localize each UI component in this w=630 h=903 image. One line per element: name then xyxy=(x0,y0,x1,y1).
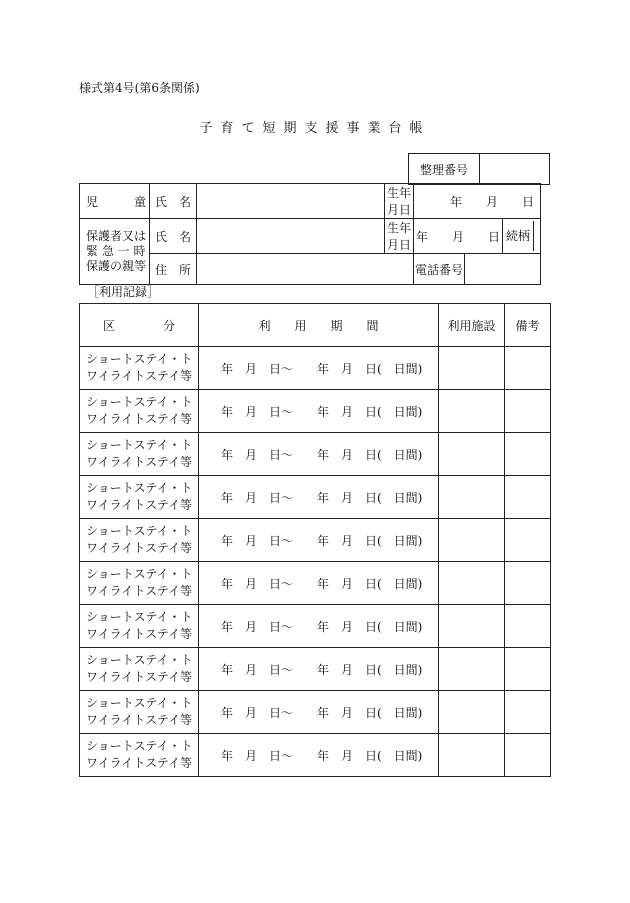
usage-period-cell[interactable]: 年 月 日〜 年 月 日( 日間) xyxy=(199,433,439,476)
registration-number-label: 整理番号 xyxy=(409,154,480,185)
usage-row xyxy=(80,476,551,519)
guardian-phone-field[interactable] xyxy=(465,254,541,285)
child-category-label: 児 童 xyxy=(80,184,150,219)
usage-period-cell[interactable]: 年 月 日〜 年 月 日( 日間) xyxy=(199,605,439,648)
usage-facility-cell[interactable] xyxy=(439,734,505,777)
usage-category-cell xyxy=(80,347,199,390)
guardian-category-line: 保護の親等 xyxy=(86,259,147,273)
guardian-birthdate-field[interactable]: 年 月 日 xyxy=(414,219,503,254)
usage-row xyxy=(80,562,551,605)
guardian-address-row xyxy=(80,254,541,285)
usage-category-cell xyxy=(80,605,199,648)
child-name-label: 氏 名 xyxy=(150,184,197,219)
usage-remarks-cell[interactable] xyxy=(505,347,551,390)
usage-category-line1: ショートステイ・ト xyxy=(86,438,193,452)
usage-category-line1: ショートステイ・ト xyxy=(86,524,193,538)
child-birthdate-field[interactable]: 年 月 日 xyxy=(414,184,541,219)
usage-category-cell xyxy=(80,648,199,691)
usage-header-remarks: 備考 xyxy=(505,304,551,347)
usage-period-cell[interactable]: 年 月 日〜 年 月 日( 日間) xyxy=(199,476,439,519)
usage-category-line1: ショートステイ・ト xyxy=(86,567,193,581)
usage-facility-cell[interactable] xyxy=(439,648,505,691)
guardian-address-label: 住 所 xyxy=(150,254,197,285)
usage-period-cell[interactable]: 年 月 日〜 年 月 日( 日間) xyxy=(199,519,439,562)
child-row xyxy=(80,184,541,219)
page-title: 子育て短期支援事業台帳 xyxy=(199,121,431,136)
usage-category-cell xyxy=(80,562,199,605)
guardian-relation-label: 続柄 xyxy=(503,221,534,251)
usage-category-line1: ショートステイ・ト xyxy=(86,739,193,753)
usage-remarks-cell[interactable] xyxy=(505,734,551,777)
usage-row xyxy=(80,734,551,777)
usage-row xyxy=(80,347,551,390)
usage-remarks-cell[interactable] xyxy=(505,648,551,691)
usage-facility-cell[interactable] xyxy=(439,562,505,605)
guardian-name-row xyxy=(80,219,541,254)
usage-period-cell[interactable]: 年 月 日〜 年 月 日( 日間) xyxy=(199,390,439,433)
usage-row xyxy=(80,691,551,734)
usage-row xyxy=(80,433,551,476)
child-birthdate-label: 生年月日 xyxy=(385,184,414,219)
usage-category-line2: ワイライトステイ等 xyxy=(86,713,193,727)
usage-header-row xyxy=(80,304,551,347)
form-number: 様式第4号(第6条関係) xyxy=(79,81,200,95)
usage-category-line2: ワイライトステイ等 xyxy=(86,584,193,598)
registration-number-table xyxy=(408,153,550,185)
usage-category-line2: ワイライトステイ等 xyxy=(86,670,193,684)
usage-category-line1: ショートステイ・ト xyxy=(86,653,193,667)
usage-header-period: 利 用 期 間 xyxy=(199,304,439,347)
usage-category-cell xyxy=(80,390,199,433)
usage-category-cell xyxy=(80,519,199,562)
usage-remarks-cell[interactable] xyxy=(505,605,551,648)
guardian-relation-field[interactable] xyxy=(534,221,540,251)
usage-facility-cell[interactable] xyxy=(439,691,505,734)
usage-category-cell xyxy=(80,691,199,734)
usage-remarks-cell[interactable] xyxy=(505,390,551,433)
usage-facility-cell[interactable] xyxy=(439,476,505,519)
usage-period-cell[interactable]: 年 月 日〜 年 月 日( 日間) xyxy=(199,347,439,390)
guardian-birthdate-label: 生年月日 xyxy=(385,219,414,254)
usage-facility-cell[interactable] xyxy=(439,390,505,433)
usage-row xyxy=(80,648,551,691)
usage-header-category: 区 分 xyxy=(80,304,199,347)
usage-period-cell[interactable]: 年 月 日〜 年 月 日( 日間) xyxy=(199,734,439,777)
guardian-name-field[interactable] xyxy=(197,219,385,254)
usage-record-table xyxy=(79,303,551,777)
usage-facility-cell[interactable] xyxy=(439,519,505,562)
usage-category-line2: ワイライトステイ等 xyxy=(86,756,193,770)
usage-row xyxy=(80,519,551,562)
child-name-field[interactable] xyxy=(197,184,385,219)
usage-category-line2: ワイライトステイ等 xyxy=(86,541,193,555)
usage-category-cell xyxy=(80,476,199,519)
usage-category-line2: ワイライトステイ等 xyxy=(86,498,193,512)
usage-remarks-cell[interactable] xyxy=(505,691,551,734)
usage-category-line2: ワイライトステイ等 xyxy=(86,369,193,383)
usage-category-line1: ショートステイ・ト xyxy=(86,352,193,366)
usage-section-label: ［利用記録］ xyxy=(87,285,160,299)
usage-category-line2: ワイライトステイ等 xyxy=(86,627,193,641)
usage-header-facility: 利用施設 xyxy=(439,304,505,347)
usage-period-cell[interactable]: 年 月 日〜 年 月 日( 日間) xyxy=(199,691,439,734)
usage-remarks-cell[interactable] xyxy=(505,519,551,562)
guardian-category-line: 保護者又は xyxy=(86,229,147,243)
usage-facility-cell[interactable] xyxy=(439,347,505,390)
usage-facility-cell[interactable] xyxy=(439,605,505,648)
usage-category-line1: ショートステイ・ト xyxy=(86,481,193,495)
guardian-address-field[interactable] xyxy=(197,254,414,285)
usage-period-cell[interactable]: 年 月 日〜 年 月 日( 日間) xyxy=(199,562,439,605)
usage-remarks-cell[interactable] xyxy=(505,562,551,605)
guardian-relation-cell xyxy=(503,219,541,254)
guardian-category-line: 緊 急 一 時 xyxy=(86,244,146,258)
usage-remarks-cell[interactable] xyxy=(505,433,551,476)
guardian-phone-label: 電話番号 xyxy=(414,254,465,285)
usage-category-line1: ショートステイ・ト xyxy=(86,696,193,710)
usage-category-cell xyxy=(80,433,199,476)
guardian-category-label xyxy=(80,219,150,285)
usage-category-line1: ショートステイ・ト xyxy=(86,395,193,409)
registration-number-field[interactable] xyxy=(480,154,550,185)
usage-row xyxy=(80,605,551,648)
usage-category-cell xyxy=(80,734,199,777)
guardian-name-label: 氏 名 xyxy=(150,219,197,254)
usage-category-line2: ワイライトステイ等 xyxy=(86,412,193,426)
usage-category-line1: ショートステイ・ト xyxy=(86,610,193,624)
usage-remarks-cell[interactable] xyxy=(505,476,551,519)
usage-period-cell[interactable]: 年 月 日〜 年 月 日( 日間) xyxy=(199,648,439,691)
child-guardian-info-table xyxy=(79,183,541,285)
usage-facility-cell[interactable] xyxy=(439,433,505,476)
usage-row xyxy=(80,390,551,433)
usage-category-line2: ワイライトステイ等 xyxy=(86,455,193,469)
